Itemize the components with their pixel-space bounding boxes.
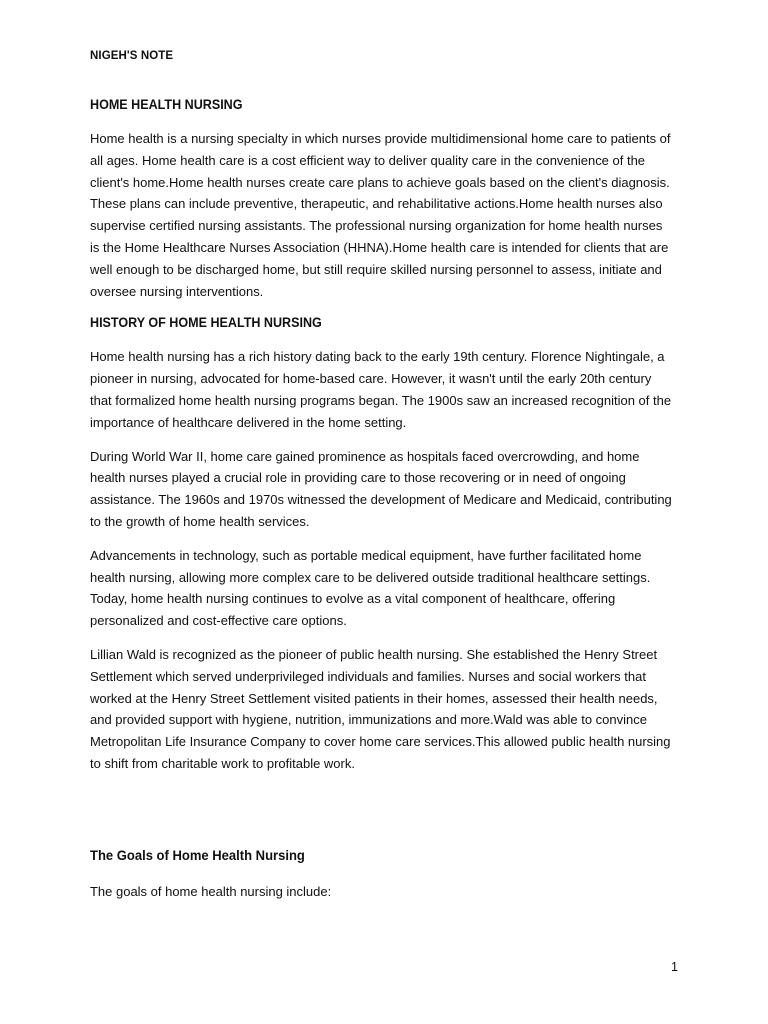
paragraph-history-19th-century: Home health nursing has a rich history dating back to the early 19th century. Florence Nightingale, a pioneer in nursing, advocated for home-based care. However, it wasn't until the early 20th century that formalized home health nursing programs began. The 1900s saw an increased recognition of the importance of healthcare delivered in the home setting. <box>90 349 672 430</box>
paragraph-goals-intro: The goals of home health nursing include: <box>90 883 332 899</box>
header-note: NIGEH'S NOTE <box>90 50 174 62</box>
section-heading-goals: The Goals of Home Health Nursing <box>90 846 305 863</box>
section-heading-history: HISTORY OF HOME HEALTH NURSING <box>90 315 322 331</box>
page-number: 1 <box>671 960 678 974</box>
paragraph-history-technology: Advancements in technology, such as portable medical equipment, have further facilitated home health nursing, allowing more complex care to be delivered outside traditional healthcare settings. Today, home health nursing continues to evolve as a vital component of healthcare, offering personalized and cost-effective care options. <box>90 547 651 629</box>
section-heading-home-health-nursing: HOME HEALTH NURSING <box>90 97 243 112</box>
section-spacer <box>90 787 682 845</box>
paragraph-home-health-intro: Home health is a nursing specialty in which nurses provide multidimensional home care to patients of all ages. Home health care is a cost efficient way to deliver quality care in the convenience of the client's home.Home health nurses create care plans to achieve goals based on the client's diagnosis. These plans can include preventive, therapeutic, and rehabilitative actions.Home health nurses also supervise certified nursing assistants. The professional nursing organization for home health nurses is the Home Healthcare Nurses Association (HHNA).Home health care is intended for clients that are well enough to be discharged home, but still require skilled nursing personnel to assess, initiate and oversee nursing interventions. <box>90 131 671 299</box>
paragraph-history-lillian-wald: Lillian Wald is recognized as the pioneer of public health nursing. She established the Henry Street Settlement which served underprivileged individuals and families. Nurses and social workers that worked at the Henry Street Settlement visited patients in their homes, assessed their health needs, and provided support with hygiene, nutrition, immunizations and more.Wald was able to convince Metropolitan Life Insurance Company to cover home care services.This allowed public health nursing to shift from charitable work to profitable work. <box>90 646 671 771</box>
paragraph-history-wwii: During World War II, home care gained prominence as hospitals faced overcrowding, and home health nurses played a crucial role in providing care to those recovering or in need of ongoing assistance. The 1960s and 1970s witnessed the development of Medicare and Medicaid, contributing to the growth of home health services. <box>90 448 672 529</box>
page-content <box>90 48 682 915</box>
